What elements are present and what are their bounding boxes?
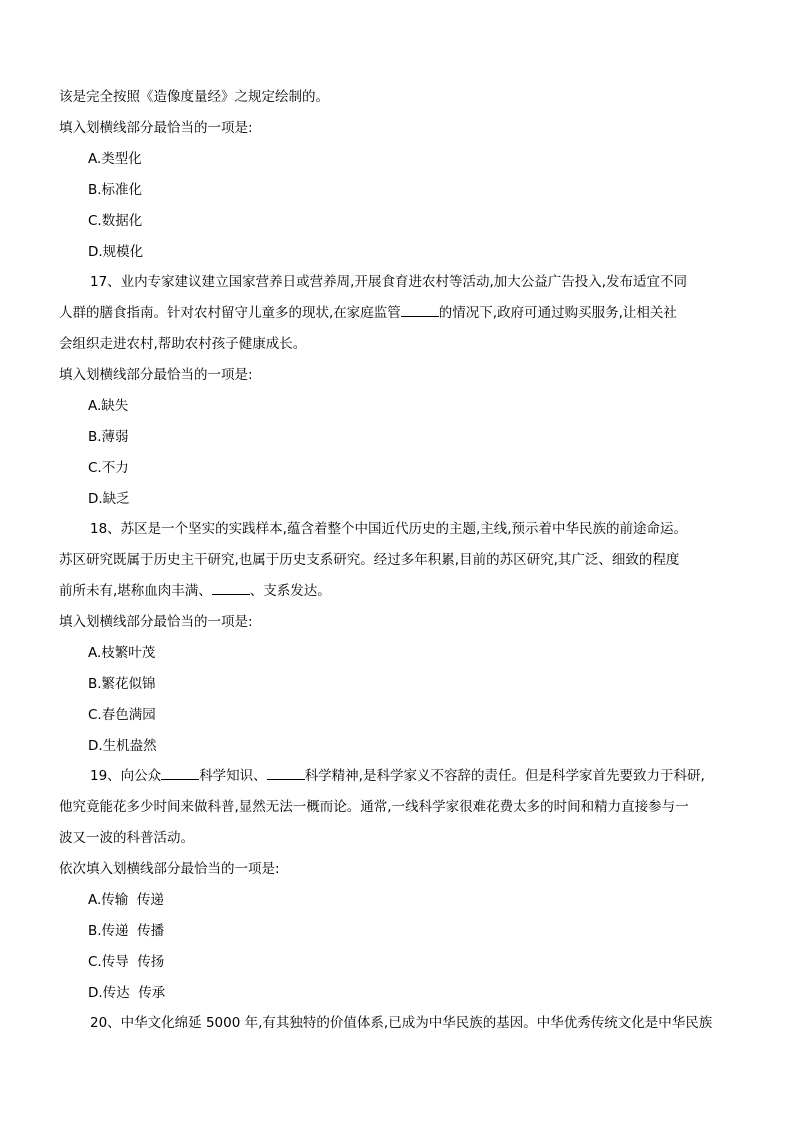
q16-option-c: C.数据化 [88,213,143,229]
q19-stem-line3: 波又一波的科普活动。 [59,830,194,846]
q18-option-b: B.繁花似锦 [88,676,156,692]
q19-blank-2 [267,767,305,780]
q20-stem-line1: 20、中华文化绵延 5000 年,有其独特的价值体系,已成为中华民族的基因。中华优秀传统文化是中华民族 [90,1015,713,1031]
q17-stem-line3: 会组织走进农村,帮助农村孩子健康成长。 [59,336,307,352]
q16-stem-tail: 该是完全按照《造像度量经》之规定绘制的。 [59,89,329,105]
q18-prompt: 填入划横线部分最恰当的一项是: [59,614,253,630]
q19-prompt: 依次填入划横线部分最恰当的一项是: [59,861,280,877]
q19-option-d: D.传达 传承 [88,985,166,1001]
q18-stem-line3-after: 、支系发达。 [249,583,331,599]
q19-stem-line2: 他究竟能花多少时间来做科普,显然无法一概而论。通常,一线科学家很难花费太多的时间和精力直接参与一 [59,799,689,815]
q16-prompt: 填入划横线部分最恰当的一项是: [59,120,253,136]
q16-option-b: B.标准化 [88,182,143,198]
q18-option-a: A.枝繁叶茂 [88,645,156,661]
q17-blank [401,304,439,317]
q17-prompt: 填入划横线部分最恰当的一项是: [59,367,253,383]
q17-stem-line2-after: 的情况下,政府可通过购买服务,让相关社 [438,305,677,321]
q17-option-c: C.不力 [88,460,129,476]
q19-option-c: C.传导 传扬 [88,954,165,970]
q19-stem-part2: 科学知识、 [199,768,267,784]
q17-stem-line1: 17、业内专家建议建立国家营养日或营养周,开展食育进农村等活动,加大公益广告投入,发布适宜不同 [90,274,688,290]
q16-option-a: A.类型化 [88,151,142,167]
q17-option-a: A.缺失 [88,398,129,414]
q19-blank-1 [161,767,199,780]
q19-stem-part3: 科学精神,是科学家义不容辞的责任。但是科学家首先要致力于科研, [304,768,705,784]
q18-option-c: C.春色满园 [88,707,156,723]
q18-stem-line3 [59,581,331,601]
q18-option-d: D.生机盎然 [88,738,157,754]
q18-blank [212,582,250,595]
q18-stem-line3-before: 前所未有,堪称血肉丰满、 [59,583,212,599]
q16-option-d: D.规模化 [88,244,144,260]
q17-option-b: B.薄弱 [88,429,129,445]
q19-stem-part1: 19、向公众 [90,768,162,784]
q17-stem-line2-before: 人群的膳食指南。针对农村留守儿童多的现状,在家庭监管 [59,305,401,321]
q18-stem-line2: 苏区研究既属于历史主干研究,也属于历史支系研究。经过多年积累,目前的苏区研究,其广泛、细致的程度 [59,552,680,568]
q18-stem-line1: 18、苏区是一个坚实的实践样本,蕴含着整个中国近代历史的主题,主线,预示着中华民族的前途命运。 [90,521,688,537]
q17-option-d: D.缺乏 [88,491,130,507]
q19-stem-line1 [90,766,705,786]
q17-stem-line2 [59,303,677,323]
q19-option-a: A.传输 传递 [88,892,164,908]
q19-option-b: B.传递 传播 [88,923,165,939]
